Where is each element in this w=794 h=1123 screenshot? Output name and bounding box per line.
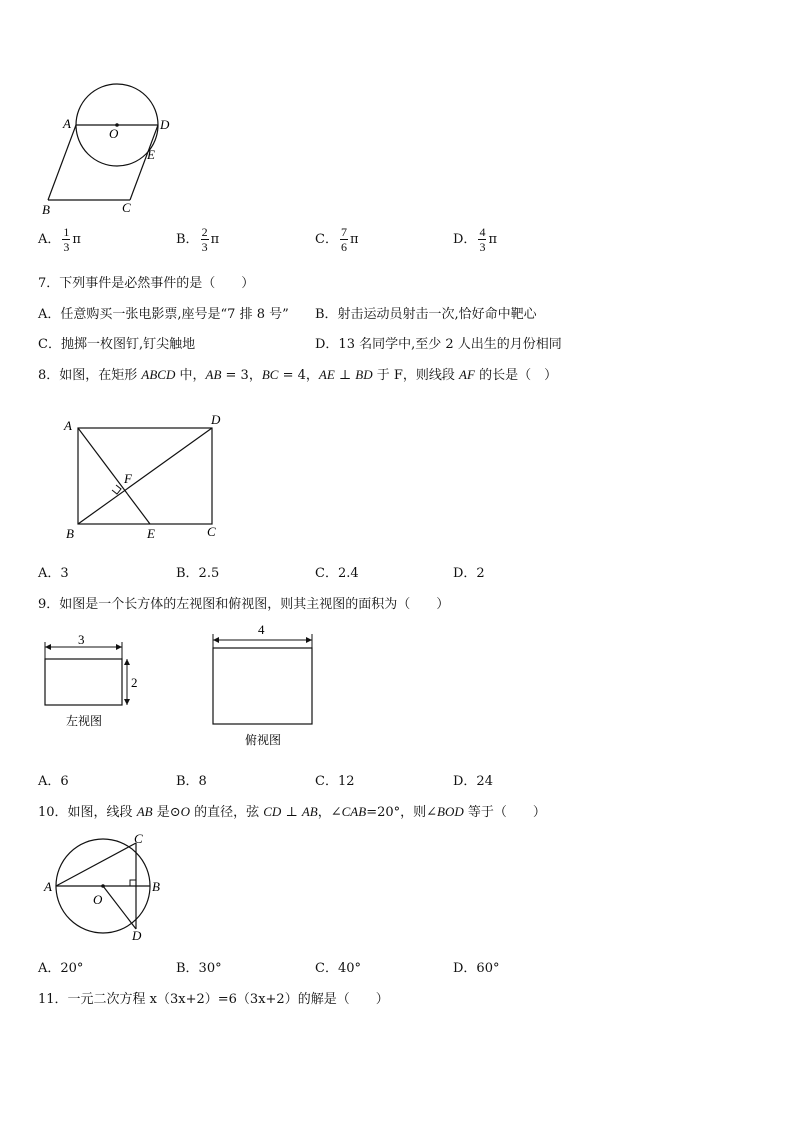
- q8-label-d: D: [211, 412, 221, 427]
- q7-stem: 7．下列事件是必然事件的是（ ）: [38, 276, 255, 291]
- q6-label-o: O: [109, 126, 119, 141]
- q10-label-b: B: [152, 879, 160, 894]
- q9-top-view-figure: [208, 620, 320, 750]
- q10-label-c: C: [134, 832, 143, 846]
- q9-top-width-label: 4: [258, 622, 265, 637]
- q9-left-view-caption: 左视图: [66, 714, 103, 728]
- q6-label-e: E: [147, 147, 155, 162]
- q6-label-d: D: [160, 117, 170, 132]
- q9-stem: 9．如图是一个长方体的左视图和俯视图，则其主视图的面积为（ ）: [38, 597, 450, 612]
- arrow-head: [213, 637, 219, 643]
- arrow-head: [124, 699, 130, 705]
- q8-stem: 8．如图，在矩形 ABCD 中，AB = 3，BC = 4，AE ⊥ BD 于 F，则线段 AF 的长是（ ）: [38, 367, 558, 383]
- q7-option-a[interactable]: A．任意购买一张电影票,座号是“7 排 8 号”: [38, 307, 289, 322]
- q6-option-c[interactable]: C． $\frac{7}{6}$ π: [315, 225, 359, 254]
- q7-option-d[interactable]: D．13 名同学中,至少 2 人出生的月份相同: [315, 337, 562, 352]
- q8-figure: [60, 410, 230, 546]
- q10-option-b[interactable]: B．30°: [176, 961, 222, 976]
- q10-stem: 10．如图，线段 AB 是⊙O 的直径，弦 CD ⊥ AB，∠CAB=20°，则∠BOD 等于（ ）: [38, 804, 546, 820]
- q8-label-a: A: [64, 418, 72, 433]
- q10-label-a: A: [44, 879, 52, 894]
- q6-figure: [36, 78, 186, 220]
- fraction: $\frac{1}{3}$: [63, 225, 70, 254]
- fraction: $\frac{7}{6}$: [340, 225, 347, 254]
- q6-label-c: C: [122, 200, 131, 215]
- q10-option-c[interactable]: C．40°: [315, 961, 361, 976]
- q9-left-view-figure: [40, 632, 150, 732]
- q10-right-angle-mark: [130, 880, 136, 886]
- q9-top-view-rect: [213, 648, 312, 724]
- q8-option-d[interactable]: D．2: [453, 566, 485, 581]
- q9-option-a[interactable]: A．6: [38, 774, 69, 789]
- arrow-head: [116, 644, 122, 650]
- q6-option-b[interactable]: B． $\frac{2}{3}$ π: [176, 225, 220, 254]
- q10-option-d[interactable]: D．60°: [453, 961, 500, 976]
- fraction: $\frac{2}{3}$: [201, 225, 208, 254]
- fraction: $\frac{4}{3}$: [479, 225, 486, 254]
- q10-center-dot: [101, 884, 105, 888]
- q8-label-c: C: [207, 524, 216, 539]
- q10-label-o: O: [93, 892, 103, 907]
- q9-option-d[interactable]: D．24: [453, 774, 493, 789]
- q11-stem: 11．一元二次方程 x（3x+2）=6（3x+2）的解是（ ）: [38, 992, 389, 1007]
- q9-left-width-label: 3: [78, 632, 85, 647]
- q9-left-view-rect: [45, 659, 122, 705]
- q8-label-e: E: [147, 526, 155, 541]
- q10-option-a[interactable]: A．20°: [38, 961, 84, 976]
- q8-label-f: F: [124, 471, 132, 486]
- q8-segment-ae: [78, 428, 150, 524]
- q7-option-c[interactable]: C．抛掷一枚图钉,钉尖触地: [38, 337, 196, 352]
- q8-option-c[interactable]: C．2.4: [315, 566, 359, 581]
- q10-segment-ac: [56, 843, 136, 886]
- q9-top-view-caption: 俯视图: [245, 733, 282, 747]
- arrow-head: [306, 637, 312, 643]
- q8-right-angle-mark: [112, 485, 121, 494]
- q6-label-a: A: [63, 116, 71, 131]
- q10-figure: [42, 832, 172, 944]
- arrow-head: [45, 644, 51, 650]
- q9-option-b[interactable]: B．8: [176, 774, 207, 789]
- q9-option-c[interactable]: C．12: [315, 774, 355, 789]
- q8-diagonal-bd: [78, 428, 212, 524]
- q8-option-a[interactable]: A．3: [38, 566, 69, 581]
- q10-segment-od: [103, 886, 136, 929]
- q9-left-height-label: 2: [131, 675, 138, 690]
- q8-label-b: B: [66, 526, 74, 541]
- q6-side-ab: [48, 125, 76, 200]
- q7-option-b[interactable]: B．射击运动员射击一次,恰好命中靶心: [315, 307, 537, 322]
- q8-option-b[interactable]: B．2.5: [176, 566, 220, 581]
- arrow-head: [124, 659, 130, 665]
- q6-label-b: B: [42, 202, 50, 217]
- q6-option-d[interactable]: D． $\frac{4}{3}$ π: [453, 225, 497, 254]
- q10-label-d: D: [132, 928, 142, 943]
- q6-option-a[interactable]: A． $\frac{1}{3}$ π: [38, 225, 81, 254]
